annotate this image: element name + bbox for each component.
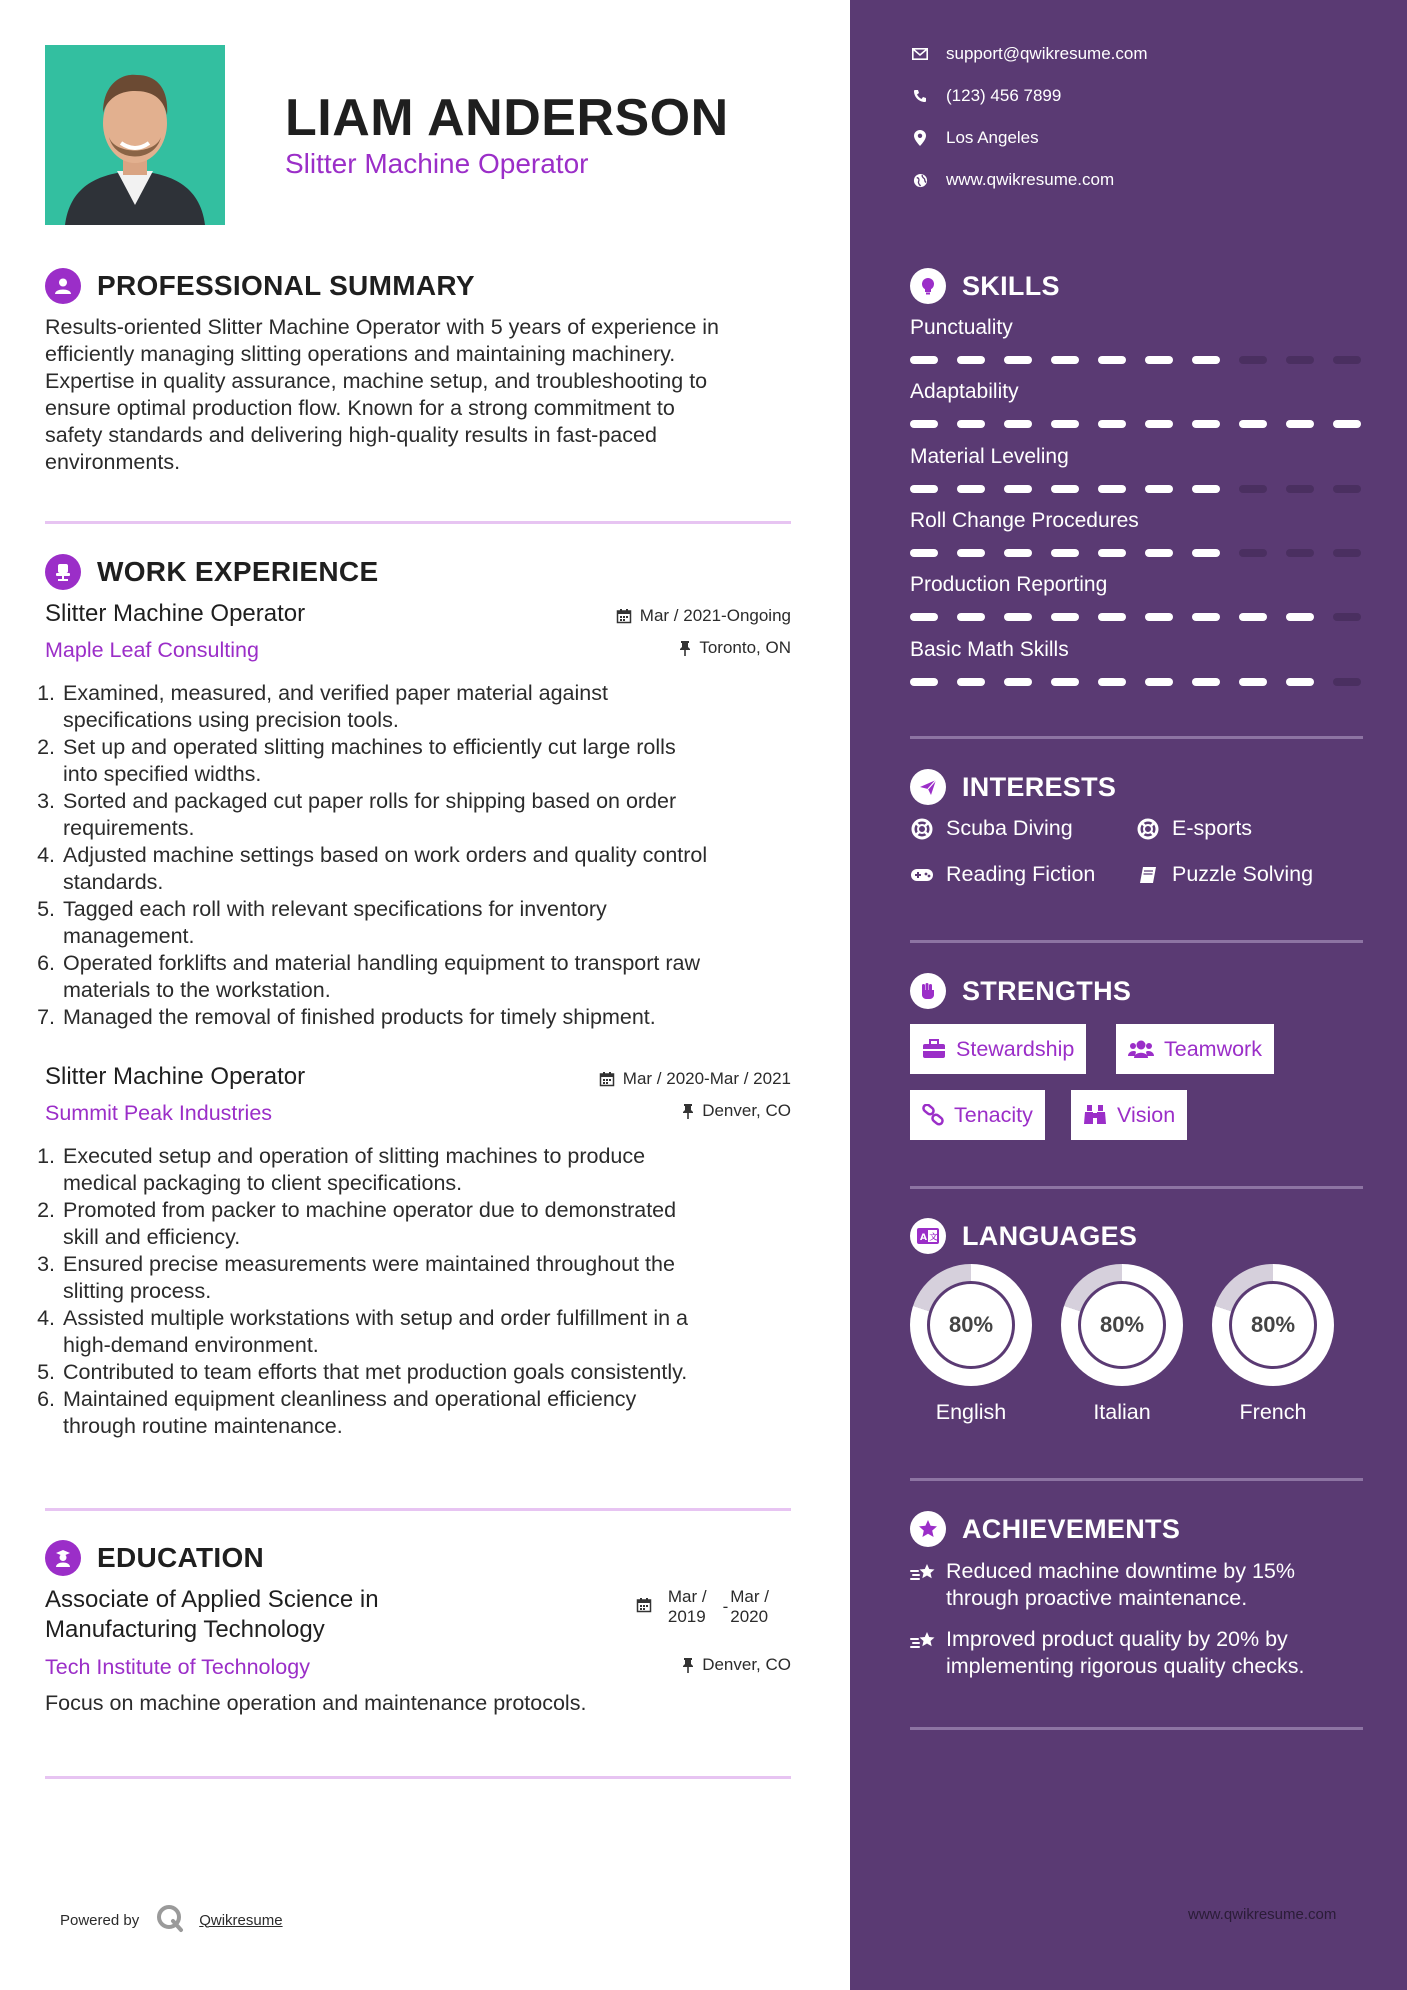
skill-dot-filled xyxy=(1004,356,1032,364)
skill-item xyxy=(910,316,1365,340)
skill-dot-empty xyxy=(1333,613,1361,621)
skills-title: SKILLS xyxy=(962,270,1060,301)
skill-name: Punctuality xyxy=(910,316,1013,339)
list-item xyxy=(35,1004,805,1031)
interest-name: Scuba Diving xyxy=(946,816,1073,840)
skill-dot-empty xyxy=(1286,549,1314,557)
strength-name: Teamwork xyxy=(1164,1036,1262,1061)
list-item xyxy=(35,842,805,896)
skill-dot-filled xyxy=(1004,613,1032,621)
languages-header xyxy=(910,1218,1137,1254)
skill-dot-empty xyxy=(1239,356,1267,364)
list-number: 6. xyxy=(37,951,55,975)
skill-dot-filled xyxy=(1192,678,1220,686)
list-number: 4. xyxy=(37,843,55,867)
contact-phone-text: (123) 456 7899 xyxy=(946,86,1062,105)
list-line: Tagged each roll with relevant specifications for inventory xyxy=(63,897,607,921)
language-item xyxy=(1212,1264,1334,1425)
list-number: 3. xyxy=(37,789,55,813)
skill-name: Material Leveling xyxy=(910,445,1069,468)
job-location-text: Toronto, ON xyxy=(699,638,791,657)
end-month: Mar / xyxy=(730,1587,769,1606)
skill-dot-filled xyxy=(1051,678,1079,686)
list-line: Set up and operated slitting machines to efficiently cut large rolls xyxy=(63,735,676,759)
achievement-item xyxy=(910,1558,1370,1612)
interest-item xyxy=(910,862,1095,887)
language-progress-ring xyxy=(1212,1264,1334,1386)
list-number: 3. xyxy=(37,1252,55,1276)
strength-badge xyxy=(1116,1024,1274,1074)
education-description: Focus on machine operation and maintenance protocols. xyxy=(45,1691,587,1715)
interest-name: E-sports xyxy=(1172,816,1253,840)
globe-icon xyxy=(910,173,930,188)
skill-rating xyxy=(910,485,1380,493)
skill-dot-filled xyxy=(1192,549,1220,557)
skill-rating xyxy=(910,613,1380,621)
list-item xyxy=(35,1251,805,1305)
job-company: Maple Leaf Consulting xyxy=(45,638,259,662)
list-line: skill and efficiency. xyxy=(63,1225,241,1249)
translate-icon xyxy=(910,1218,946,1254)
list-item xyxy=(35,1143,805,1197)
skill-dot-filled xyxy=(910,549,938,557)
skill-dot-filled xyxy=(1192,485,1220,493)
skill-dot-filled xyxy=(1098,420,1126,428)
list-line: slitting process. xyxy=(63,1279,212,1303)
list-item xyxy=(35,788,805,842)
list-line: Ensured precise measurements were maintained throughout the xyxy=(63,1252,675,1276)
list-item xyxy=(35,1359,805,1386)
strength-badge xyxy=(910,1090,1045,1140)
skill-rating xyxy=(910,420,1380,428)
start-month: Mar / xyxy=(667,1587,707,1606)
calendar-icon xyxy=(636,1597,652,1613)
education-location-text: Denver, CO xyxy=(702,1655,791,1674)
skill-dot-filled xyxy=(1004,485,1032,493)
chair-icon xyxy=(45,554,81,590)
user-circle-icon xyxy=(45,268,81,304)
calendar-icon xyxy=(616,608,632,624)
skill-dot-filled xyxy=(1098,613,1126,621)
experience-header xyxy=(45,554,378,590)
skill-dot-empty xyxy=(1333,485,1361,493)
skill-dot-filled xyxy=(910,678,938,686)
phone-icon xyxy=(910,89,930,103)
skill-item xyxy=(910,380,1365,404)
list-line: Examined, measured, and verified paper material against xyxy=(63,681,608,705)
skill-item xyxy=(910,573,1365,597)
achievement-text xyxy=(946,1626,1305,1680)
skill-dot-filled xyxy=(1051,420,1079,428)
list-number: 1. xyxy=(37,1144,55,1168)
education-date xyxy=(636,1587,769,1627)
skill-dot-filled xyxy=(1051,485,1079,493)
list-item xyxy=(35,1305,805,1359)
interest-item xyxy=(910,816,1073,841)
list-line: specifications using precision tools. xyxy=(63,708,399,732)
summary-text xyxy=(45,314,795,476)
strengths-header xyxy=(910,973,1131,1009)
education-title: EDUCATION xyxy=(97,1542,265,1573)
list-item xyxy=(35,734,805,788)
skill-dot-filled xyxy=(1192,420,1220,428)
skill-dot-empty xyxy=(1286,356,1314,364)
end-year: 2020 xyxy=(730,1607,769,1626)
skill-dot-empty xyxy=(1333,678,1361,686)
section-divider xyxy=(910,1186,1363,1189)
list-line: Maintained equipment cleanliness and operational efficiency xyxy=(63,1387,637,1411)
skill-dot-filled xyxy=(1286,420,1314,428)
job-duties xyxy=(35,680,805,1031)
job-duties xyxy=(35,1143,805,1440)
list-number: 2. xyxy=(37,735,55,759)
summary-line: safety standards and delivering high-quality results in fast-paced xyxy=(45,423,657,447)
experience-title: WORK EXPERIENCE xyxy=(97,556,379,587)
job-date xyxy=(616,606,791,626)
fist-icon xyxy=(910,973,946,1009)
section-divider xyxy=(910,1727,1363,1730)
calendar-icon xyxy=(599,1071,615,1087)
skills-header xyxy=(910,268,1060,304)
contact-email xyxy=(910,44,1148,64)
list-item xyxy=(35,680,805,734)
list-line: Sorted and packaged cut paper rolls for shipping based on order xyxy=(63,789,677,813)
skill-dot-filled xyxy=(1051,356,1079,364)
language-name: French xyxy=(1239,1400,1307,1424)
qwikresume-link[interactable]: Qwikresume xyxy=(199,1911,283,1929)
link-icon xyxy=(922,1104,944,1126)
section-divider xyxy=(910,940,1363,943)
section-divider xyxy=(45,1508,791,1511)
list-number: 5. xyxy=(37,897,55,921)
skill-dot-filled xyxy=(1145,356,1173,364)
achievement-item xyxy=(910,1626,1370,1680)
list-line: medical packaging to client specifications. xyxy=(63,1171,463,1195)
contact-email-text[interactable]: support@qwikresume.com xyxy=(946,44,1148,63)
skill-dot-filled xyxy=(957,549,985,557)
map-marker-icon xyxy=(910,130,930,146)
profile-photo xyxy=(45,45,225,225)
degree-line: Associate of Applied Science in xyxy=(45,1586,379,1613)
list-line: high-demand environment. xyxy=(63,1333,319,1357)
skill-dot-filled xyxy=(1145,678,1173,686)
skill-dot-filled xyxy=(957,613,985,621)
list-number: 2. xyxy=(37,1198,55,1222)
skill-dot-filled xyxy=(957,485,985,493)
job-date-text: Mar / 2020-Mar / 2021 xyxy=(622,1069,791,1088)
skill-dot-filled xyxy=(1145,420,1173,428)
job-title: Slitter Machine Operator xyxy=(45,1063,306,1090)
skill-dot-filled xyxy=(1051,613,1079,621)
list-line: standards. xyxy=(63,870,164,894)
job-date-text: Mar / 2021-Ongoing xyxy=(639,606,791,625)
skill-dot-empty xyxy=(1239,549,1267,557)
list-line: Operated forklifts and material handling equipment to transport raw xyxy=(63,951,700,975)
skill-dot-empty xyxy=(1333,356,1361,364)
list-number: 7. xyxy=(37,1005,55,1029)
achievements-title: ACHIEVEMENTS xyxy=(962,1513,1181,1544)
interests-title: INTERESTS xyxy=(962,771,1117,802)
binoculars-icon xyxy=(1083,1104,1107,1126)
summary-line: efficiently managing slitting operations and maintaining machinery. xyxy=(45,342,676,366)
strengths-title: STRENGTHS xyxy=(962,975,1132,1006)
education-end xyxy=(730,1587,769,1627)
star-badge-icon xyxy=(910,1511,946,1547)
skill-dot-filled xyxy=(910,613,938,621)
gamepad-icon xyxy=(910,867,934,883)
list-number: 4. xyxy=(37,1306,55,1330)
languages-title: LANGUAGES xyxy=(962,1220,1138,1251)
interests-header xyxy=(910,769,1116,805)
job-location xyxy=(682,1101,791,1121)
start-year: 2019 xyxy=(667,1607,706,1626)
skill-item xyxy=(910,638,1365,662)
list-item xyxy=(35,950,805,1004)
summary-line: Results-oriented Slitter Machine Operator with 5 years of experience in xyxy=(45,315,719,339)
list-line: Contributed to team efforts that met production goals consistently. xyxy=(63,1360,688,1384)
contact-website-text[interactable]: www.qwikresume.com xyxy=(946,170,1115,189)
education-header xyxy=(45,1540,264,1576)
skill-dot-empty xyxy=(1286,485,1314,493)
skill-dot-filled xyxy=(1145,613,1173,621)
skill-dot-filled xyxy=(1098,485,1126,493)
strength-name: Vision xyxy=(1117,1102,1176,1127)
paper-plane-icon xyxy=(910,769,946,805)
lightbulb-icon xyxy=(910,268,946,304)
interest-name: Puzzle Solving xyxy=(1172,862,1314,886)
skill-dot-filled xyxy=(1192,613,1220,621)
skill-dot-filled xyxy=(1145,549,1173,557)
skill-dot-filled xyxy=(1098,549,1126,557)
achievement-line: through proactive maintenance. xyxy=(946,1586,1248,1610)
list-line: through routine maintenance. xyxy=(63,1414,343,1438)
language-progress-ring xyxy=(1061,1264,1183,1386)
pushpin-icon xyxy=(679,640,691,656)
candidate-name: LIAM ANDERSON xyxy=(285,89,729,147)
skill-dot-filled xyxy=(1098,678,1126,686)
list-item xyxy=(35,896,805,950)
skill-name: Roll Change Procedures xyxy=(910,509,1139,532)
skill-dot-filled xyxy=(1051,549,1079,557)
section-divider xyxy=(45,521,791,524)
achievement-line: Improved product quality by 20% by xyxy=(946,1627,1288,1651)
skill-dot-filled xyxy=(910,420,938,428)
contact-phone xyxy=(910,86,1061,106)
list-line: requirements. xyxy=(63,816,195,840)
book-icon xyxy=(1136,865,1160,885)
achievements-header xyxy=(910,1511,1180,1547)
language-item xyxy=(910,1264,1032,1425)
skill-dot-empty xyxy=(1239,485,1267,493)
briefcase-icon xyxy=(922,1039,946,1059)
education-start xyxy=(668,1587,707,1627)
skill-dot-filled xyxy=(1239,420,1267,428)
list-number: 1. xyxy=(37,681,55,705)
contact-location-text: Los Angeles xyxy=(946,128,1039,147)
achievement-text xyxy=(946,1558,1295,1612)
strength-name: Stewardship xyxy=(956,1036,1075,1061)
list-line: materials to the workstation. xyxy=(63,978,331,1002)
list-line: Assisted multiple workstations with setup and order fulfillment in a xyxy=(63,1306,688,1330)
list-line: Adjusted machine settings based on work orders and quality control xyxy=(63,843,708,867)
envelope-icon xyxy=(910,48,930,60)
skill-dot-filled xyxy=(910,485,938,493)
skill-item xyxy=(910,445,1365,469)
interest-item xyxy=(1136,816,1252,841)
skill-dot-filled xyxy=(910,356,938,364)
contact-website xyxy=(910,170,1114,190)
skill-dot-filled xyxy=(1286,613,1314,621)
skill-rating xyxy=(910,356,1380,364)
achievement-line: Reduced machine downtime by 15% xyxy=(946,1559,1295,1583)
skill-dot-filled xyxy=(1098,356,1126,364)
skill-dot-filled xyxy=(1192,356,1220,364)
skill-dot-filled xyxy=(957,678,985,686)
skill-dot-filled xyxy=(1239,678,1267,686)
language-progress-ring xyxy=(910,1264,1032,1386)
skill-dot-filled xyxy=(1004,678,1032,686)
skill-dot-filled xyxy=(1333,420,1361,428)
education-location xyxy=(682,1655,791,1675)
skill-name: Production Reporting xyxy=(910,573,1108,596)
skill-dot-filled xyxy=(957,356,985,364)
skill-dot-empty xyxy=(1333,549,1361,557)
list-number: 6. xyxy=(37,1387,55,1411)
interest-name: Reading Fiction xyxy=(946,862,1096,886)
sidebar xyxy=(850,0,1407,1990)
pushpin-icon xyxy=(682,1103,694,1119)
degree-line: Manufacturing Technology xyxy=(45,1616,325,1643)
list-number: 5. xyxy=(37,1360,55,1384)
language-name: Italian xyxy=(1093,1400,1151,1424)
language-percent: 80% xyxy=(1078,1281,1166,1369)
skill-dot-filled xyxy=(1145,485,1173,493)
summary-line: Expertise in quality assurance, machine setup, and troubleshooting to xyxy=(45,369,708,393)
pushpin-icon xyxy=(682,1657,694,1673)
footer-website[interactable]: www.qwikresume.com xyxy=(1188,1906,1337,1923)
language-item xyxy=(1061,1264,1183,1425)
date-separator: - xyxy=(722,1597,729,1616)
summary-line: environments. xyxy=(45,450,181,474)
skill-dot-filled xyxy=(1004,549,1032,557)
list-item xyxy=(35,1197,805,1251)
list-line: Managed the removal of finished products for timely shipment. xyxy=(63,1005,656,1029)
skill-item xyxy=(910,509,1365,533)
shooting-star-icon xyxy=(910,1626,946,1680)
graduate-icon xyxy=(45,1540,81,1576)
school-name: Tech Institute of Technology xyxy=(45,1655,310,1679)
svg-text:A: A xyxy=(920,1233,927,1243)
summary-header xyxy=(45,268,475,304)
strength-badge xyxy=(910,1024,1086,1074)
achievement-line: implementing rigorous quality checks. xyxy=(946,1654,1305,1678)
summary-title: PROFESSIONAL SUMMARY xyxy=(97,270,475,301)
list-line: management. xyxy=(63,924,195,948)
lifebuoy-icon xyxy=(1136,818,1160,840)
skill-dot-filled xyxy=(1286,678,1314,686)
language-percent: 80% xyxy=(1229,1281,1317,1369)
skill-dot-filled xyxy=(1239,613,1267,621)
qwikresume-logo-icon xyxy=(155,1903,185,1937)
svg-text:文: 文 xyxy=(929,1232,938,1242)
list-line: Promoted from packer to machine operator due to demonstrated xyxy=(63,1198,677,1222)
degree xyxy=(45,1585,379,1645)
section-divider xyxy=(910,736,1363,739)
section-divider xyxy=(910,1478,1363,1481)
section-divider xyxy=(45,1776,791,1779)
shooting-star-icon xyxy=(910,1558,946,1612)
skill-name: Basic Math Skills xyxy=(910,638,1069,661)
language-percent: 80% xyxy=(927,1281,1015,1369)
lifebuoy-icon xyxy=(910,818,934,840)
strength-name: Tenacity xyxy=(954,1102,1033,1127)
list-line: into specified widths. xyxy=(63,762,262,786)
list-item xyxy=(35,1386,805,1440)
users-icon xyxy=(1128,1039,1154,1059)
interest-item xyxy=(1136,862,1313,887)
candidate-role: Slitter Machine Operator xyxy=(285,148,589,179)
skill-name: Adaptability xyxy=(910,380,1019,403)
contact-location xyxy=(910,128,1039,148)
skill-rating xyxy=(910,678,1380,686)
job-company: Summit Peak Industries xyxy=(45,1101,273,1125)
job-location-text: Denver, CO xyxy=(702,1101,791,1120)
list-line: Executed setup and operation of slitting machines to produce xyxy=(63,1144,646,1168)
summary-line: ensure optimal production flow. Known for a strong commitment to xyxy=(45,396,675,420)
skill-dot-filled xyxy=(957,420,985,428)
skill-rating xyxy=(910,549,1380,557)
powered-by xyxy=(60,1903,283,1937)
job-date xyxy=(599,1069,791,1089)
skill-dot-filled xyxy=(1004,420,1032,428)
strength-badge xyxy=(1071,1090,1187,1140)
powered-by-label: Powered by xyxy=(60,1911,140,1929)
language-name: English xyxy=(935,1400,1007,1424)
job-location xyxy=(679,638,791,658)
job-title: Slitter Machine Operator xyxy=(45,600,306,627)
